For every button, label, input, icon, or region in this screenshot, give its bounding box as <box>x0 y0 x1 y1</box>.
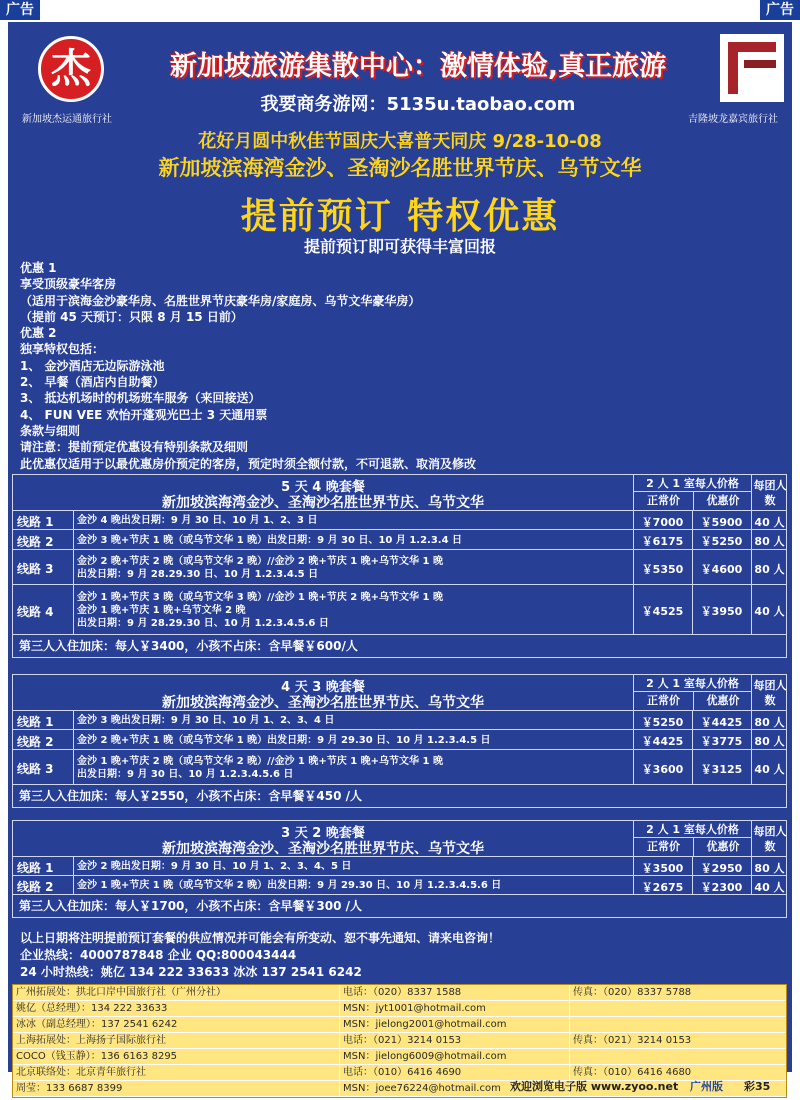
regular-price: ￥3600 <box>641 762 684 776</box>
group-size: 40 人 <box>754 880 785 894</box>
group-size: 40 人 <box>754 762 785 776</box>
route-dates <box>77 591 443 630</box>
discount-price: ￥3775 <box>700 735 743 748</box>
route-dates <box>77 534 462 547</box>
footer-page: 彩35 <box>744 1080 771 1093</box>
regular-price: ￥3500 <box>641 861 684 875</box>
route-date-line: 金沙 1 晚+节庆 2 晚（或乌节文华 2 晚）//金沙 1 晚+节庆 1 晚+乌节文华 1 晚 <box>77 755 443 767</box>
regular-price: ￥5350 <box>641 562 684 576</box>
discount-price-header: 优惠价 <box>693 838 752 856</box>
discount-price: ￥4600 <box>700 562 743 576</box>
group-size: 80 人 <box>754 535 785 548</box>
contact-phone-or-msn: MSN：joee76224@hotmail.com <box>339 1081 569 1097</box>
route-label: 线路 2 <box>17 880 54 894</box>
route-dates <box>77 879 501 892</box>
price-group-label: 2 人 1 室每人价格 <box>634 821 751 838</box>
route-date-line: 金沙 1 晚+节庆 1 晚+乌节文华 2 晚 <box>77 604 246 616</box>
offer-line: （提前 45 天预订：只限 8 月 15 日前） <box>20 309 243 324</box>
divider <box>73 857 74 875</box>
package-header <box>13 821 786 857</box>
contact-name: 冰冰（副总经理）：137 2541 6242 <box>16 1019 178 1030</box>
price-subheaders <box>634 838 751 856</box>
group-size-header: 每团人数 <box>751 821 788 857</box>
regular-price-header: 正常价 <box>647 840 680 853</box>
contact-row <box>13 1033 786 1049</box>
route-date-line: 金沙 1 晚+节庆 3 晚（或乌节文华 3 晚）//金沙 1 晚+节庆 2 晚+乌节文华 1 晚 <box>77 591 443 603</box>
route-date-line: 出发日期：9 月 30 日、10 月 1.2.3.4.5.6 日 <box>77 768 294 780</box>
divider <box>73 711 74 729</box>
price-subheaders <box>634 692 751 710</box>
banner-title: 新加坡旅游集散中心：激情体验,真正旅游 <box>169 51 667 82</box>
offer-line: 优惠 1 <box>20 261 57 275</box>
contact-row <box>13 985 786 1001</box>
price-group-header <box>633 675 751 711</box>
route-date-line: 金沙 1 晚+节庆 1 晚（或乌节文华 2 晚）出发日期：9 月 29.30 日、10 月 1.2.3.4.5.6 日 <box>77 880 502 891</box>
contact-name: 周莹：133 6687 8399 <box>16 1083 123 1094</box>
offer-line: 独享特权包括： <box>20 342 105 357</box>
divider <box>73 876 74 894</box>
regular-price: ￥5250 <box>641 715 684 729</box>
regular-price: ￥7000 <box>641 515 684 529</box>
contact-phone-or-msn: 电话：（010）6416 4690 <box>339 1065 569 1081</box>
group-size: 80 人 <box>754 735 785 748</box>
ad-label-right: 广告 <box>760 0 800 20</box>
route-label: 线路 3 <box>17 562 54 576</box>
notes <box>20 930 500 981</box>
discount-price: ￥5900 <box>700 515 743 529</box>
regular-price: ￥4525 <box>641 605 684 618</box>
shop-url[interactable]: 我要商务游网：5135u.taobao.com <box>260 94 576 115</box>
contact-row <box>13 1017 786 1033</box>
route-date-line: 金沙 2 晚出发日期：9 月 30 日、10 月 1、2、3、4、5 日 <box>77 861 352 872</box>
offer-line: （适用于滨海金沙豪华房、名胜世界节庆豪华房/家庭房、乌节文华豪华房） <box>20 293 421 308</box>
route-label: 线路 3 <box>17 762 54 776</box>
route-dates <box>77 755 443 781</box>
divider <box>73 530 74 549</box>
offer-line: 3、 抵达机场时的机场班车服务（来回接送） <box>20 391 261 406</box>
contact-name: 广州拓展处：拱北口岸中国旅行社（广州分社） <box>16 987 226 998</box>
group-size: 40 人 <box>754 515 785 529</box>
festival-tagline: 花好月圆中秋佳节国庆大喜普天同庆 9/28-10-08 <box>198 131 602 152</box>
group-size-header: 每团人数 <box>751 475 788 511</box>
discount-price-header: 优惠价 <box>693 492 752 510</box>
route-dates <box>77 860 351 873</box>
contact-fax <box>569 1049 788 1065</box>
price-group-label: 2 人 1 室每人价格 <box>634 675 751 692</box>
discount-price: ￥2300 <box>700 880 743 894</box>
offer-details <box>20 260 476 472</box>
offer-line: 优惠 2 <box>20 326 57 341</box>
package-subtitle: 新加坡滨海湾金沙、圣淘沙名胜世界节庆、乌节文华 <box>162 495 484 511</box>
offer-line: 1、 金沙酒店无边际游泳池 <box>20 358 165 373</box>
package-subtitle: 新加坡滨海湾金沙、圣淘沙名胜世界节庆、乌节文华 <box>162 695 484 711</box>
route-row <box>13 857 786 876</box>
note-line: 企业热线：4000787848 企业 QQ:800043444 <box>20 948 297 962</box>
regular-price-header: 正常价 <box>647 494 680 507</box>
contact-fax <box>569 1001 788 1017</box>
footer-welcome: 欢迎浏览电子版 www.zyoo.net <box>510 1080 679 1093</box>
route-label: 线路 2 <box>17 734 54 749</box>
longjiabin-caption: 吉隆坡龙嘉宾旅行社 <box>688 114 778 125</box>
package-name: 5 天 4 晚套餐 <box>281 480 365 495</box>
discount-price: ￥2950 <box>700 861 743 875</box>
route-label: 线路 1 <box>17 861 54 875</box>
note-line: 24 小时热线：姚亿 134 222 33633 冰冰 137 2541 6242 <box>20 965 362 979</box>
contact-row <box>13 1001 786 1017</box>
regular-price-header: 正常价 <box>647 694 680 707</box>
route-row <box>13 530 786 550</box>
route-row <box>13 550 786 585</box>
contact-phone-or-msn: MSN：jielong6009@hotmail.com <box>339 1049 569 1065</box>
package-header <box>13 675 786 711</box>
price-group-header <box>633 475 751 511</box>
group-size-header: 每团人数 <box>751 675 788 711</box>
extra-bed-note: 第三人入住加床：每人￥1700，小孩不占床：含早餐￥300 /人 <box>19 899 363 913</box>
package-5d4n <box>12 474 787 658</box>
contact-phone-or-msn: 电话：（021）3214 0153 <box>339 1033 569 1049</box>
route-date-line: 出发日期：9 月 28.29.30 日、10 月 1.2.3.4.5.6 日 <box>77 617 329 629</box>
route-row <box>13 711 786 730</box>
contact-phone-or-msn: MSN：jyt1001@hotmail.com <box>339 1001 569 1017</box>
extra-bed-note: 第三人入住加床：每人￥3400，小孩不占床：含早餐￥600/人 <box>19 639 358 653</box>
footer-edition: 广州版 <box>690 1080 723 1093</box>
route-row <box>13 585 786 635</box>
jieyuntong-logo: 杰 <box>38 36 104 102</box>
contact-phone-or-msn: 电话：（020）8337 1588 <box>339 985 569 1001</box>
route-date-line: 金沙 2 晚+节庆 1 晚（或乌节文华 1 晚）出发日期：9 月 29.30 日、10 月 1.2.3.4.5 日 <box>77 734 491 746</box>
regular-price: ￥6175 <box>641 535 684 548</box>
subheadline: 提前预订即可获得丰富回报 <box>303 237 496 256</box>
contact-fax: 传真：（021）3214 0153 <box>569 1033 788 1049</box>
group-size: 80 人 <box>754 861 785 875</box>
group-size: 80 人 <box>754 562 785 576</box>
extra-bed-note: 第三人入住加床：每人￥2550，小孩不占床：含早餐￥450 /人 <box>19 789 363 803</box>
offer-line: 请注意：提前预定优惠设有特别条款及细则 <box>20 440 249 455</box>
jieyuntong-caption: 新加坡杰运通旅行社 <box>22 114 112 125</box>
contact-name: 上海拓展处：上海扬子国际旅行社 <box>16 1035 166 1046</box>
discount-price: ￥4425 <box>700 715 743 729</box>
contact-fax: 传真：（010）6416 4680 <box>569 1065 788 1081</box>
offer-line: 此优惠仅适用于以最优惠房价预定的客房，预定时须全额付款，不可退款、取消及修改 <box>20 456 477 471</box>
divider <box>73 585 74 634</box>
regular-price: ￥4425 <box>641 735 684 748</box>
note-line: 以上日期将注明提前预订套餐的供应情况并可能会有所变动、恕不事先通知、请来电咨询！ <box>20 931 501 945</box>
offer-line: 2、 早餐（酒店内自助餐） <box>20 375 165 390</box>
route-row <box>13 750 786 785</box>
contact-name: COCO（钱玉静）：136 6163 8295 <box>16 1051 178 1062</box>
package-name: 3 天 2 晚套餐 <box>281 826 365 841</box>
contact-phone-or-msn: MSN：jielong2001@hotmail.com <box>339 1017 569 1033</box>
divider <box>73 730 74 749</box>
package-3d2n <box>12 820 787 918</box>
discount-price: ￥5250 <box>700 535 743 548</box>
package-subtitle: 新加坡滨海湾金沙、圣淘沙名胜世界节庆、乌节文华 <box>162 841 484 857</box>
route-row <box>13 511 786 530</box>
route-row <box>13 876 786 895</box>
route-dates <box>77 514 317 527</box>
package-header <box>13 475 786 511</box>
contact-fax <box>569 1017 788 1033</box>
price-subheaders <box>634 492 751 510</box>
longjiabin-logo <box>720 34 784 102</box>
route-label: 线路 1 <box>17 515 54 529</box>
route-label: 线路 1 <box>17 715 54 729</box>
route-date-line: 金沙 4 晚出发日期：9 月 30 日、10 月 1、2、3 日 <box>77 515 318 526</box>
package-name: 4 天 3 晚套餐 <box>281 680 365 695</box>
discount-price: ￥3950 <box>700 605 743 618</box>
headline: 提前预订 特权优惠 <box>240 196 560 237</box>
route-date-line: 金沙 2 晚+节庆 2 晚（或乌节文华 2 晚）//金沙 2 晚+节庆 1 晚+乌节文华 1 晚 <box>77 555 443 567</box>
group-size: 40 人 <box>754 605 785 618</box>
hotels-tagline: 新加坡滨海湾金沙、圣淘沙名胜世界节庆、乌节文华 <box>158 156 642 180</box>
route-dates <box>77 714 334 727</box>
regular-price: ￥2675 <box>641 880 684 894</box>
discount-price-header: 优惠价 <box>693 692 752 710</box>
ad-label-left: 广告 <box>0 0 40 20</box>
group-size: 80 人 <box>754 715 785 729</box>
contact-name: 北京联络处：北京青年旅行社 <box>16 1067 146 1078</box>
discount-price: ￥3125 <box>700 762 743 776</box>
route-date-line: 金沙 3 晚+节庆 1 晚（或乌节文华 1 晚）出发日期：9 月 30 日、10 月 1.2.3.4 日 <box>77 534 463 546</box>
package-4d3n <box>12 674 787 808</box>
contact-fax: 传真：（020）8337 5788 <box>569 985 788 1001</box>
route-dates <box>77 555 443 581</box>
route-dates <box>77 734 491 747</box>
divider <box>73 550 74 584</box>
route-label: 线路 2 <box>17 534 54 549</box>
offer-line: 4、 FUN VEE 欢怡开蓬观光巴士 3 天通用票 <box>20 407 268 422</box>
divider <box>73 750 74 784</box>
route-date-line: 金沙 3 晚出发日期：9 月 30 日、10 月 1、2、3、4 日 <box>77 715 335 726</box>
route-label: 线路 4 <box>17 604 54 619</box>
route-row <box>13 730 786 750</box>
divider <box>73 511 74 529</box>
offer-line: 享受顶级豪华客房 <box>20 277 117 292</box>
price-group-header <box>633 821 751 857</box>
contact-row <box>13 1049 786 1065</box>
price-group-label: 2 人 1 室每人价格 <box>634 475 751 492</box>
route-date-line: 出发日期：9 月 28.29.30 日、10 月 1.2.3.4.5 日 <box>77 568 319 580</box>
offer-line: 条款与细则 <box>20 423 81 438</box>
contact-name: 姚亿（总经理）：134 222 33633 <box>16 1003 168 1014</box>
